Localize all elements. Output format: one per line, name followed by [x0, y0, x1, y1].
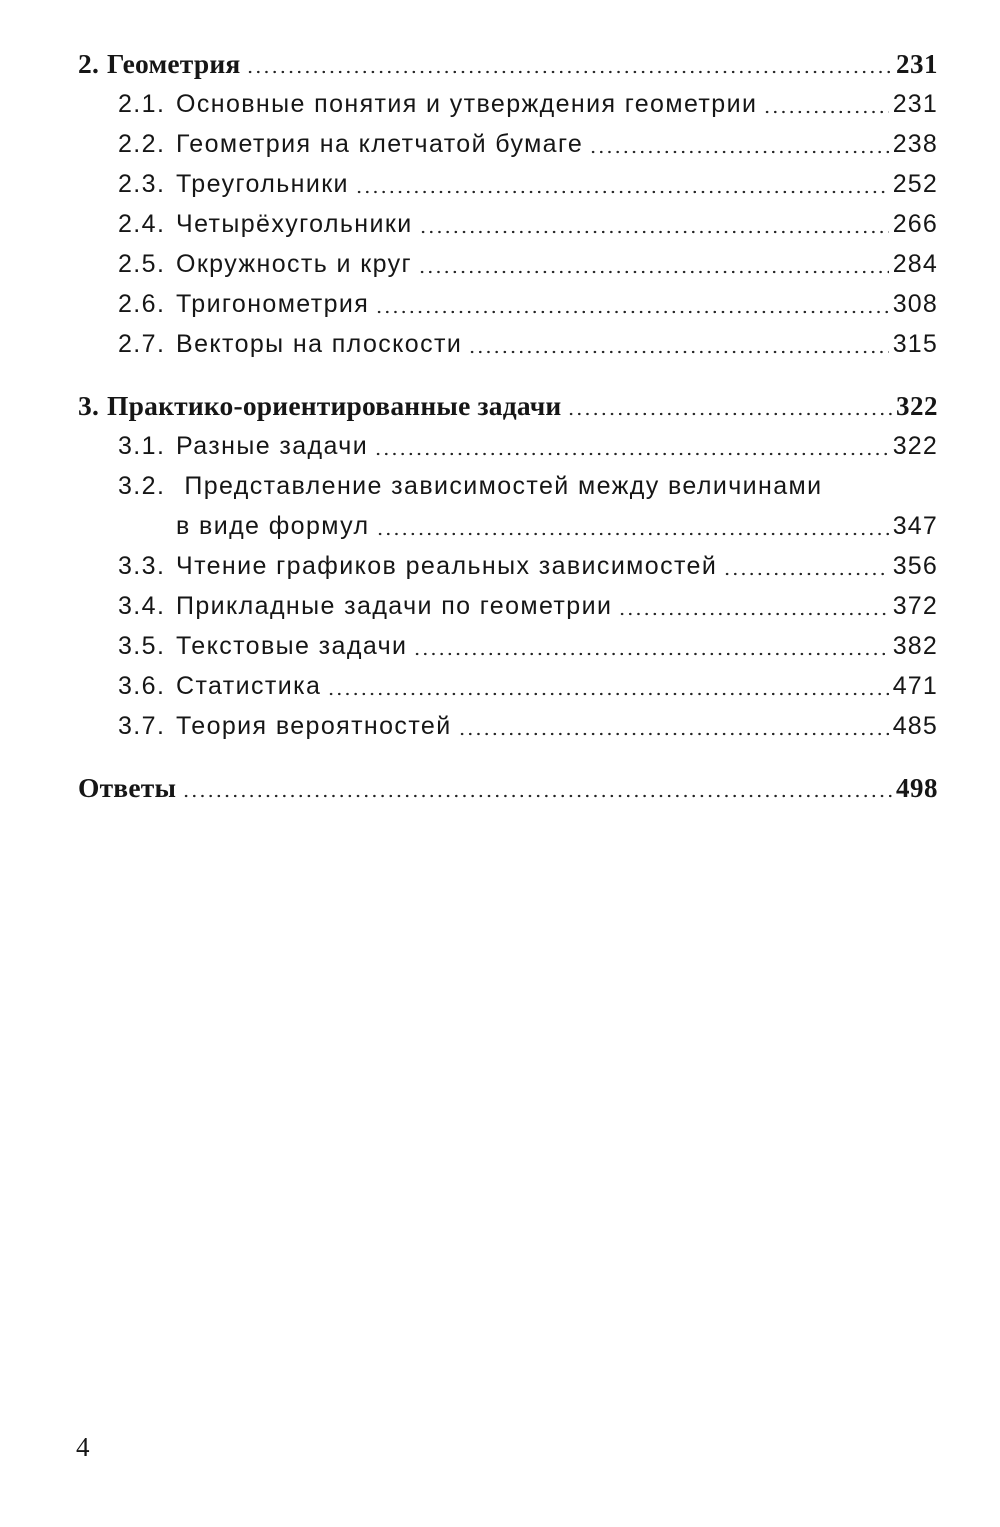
- toc-page-number: 315: [892, 330, 938, 358]
- toc-leader-dots: [374, 432, 889, 460]
- toc-leader-dots: [468, 330, 888, 358]
- toc-item-title: Треугольники: [176, 170, 349, 198]
- toc-page-number: 471: [892, 672, 938, 700]
- toc-item-2-6[interactable]: [78, 284, 938, 324]
- toc-item-3-2[interactable]: [78, 466, 938, 546]
- toc-item-number: 2.1.: [118, 90, 166, 118]
- toc-section-number: 3.: [78, 390, 100, 421]
- toc-item-number: 3.2.: [118, 472, 166, 500]
- toc-page-number: 347: [892, 512, 938, 540]
- toc-item-number: 2.6.: [118, 290, 166, 318]
- toc-item-3-4[interactable]: [78, 586, 938, 626]
- toc-page-number: 231: [892, 90, 938, 118]
- toc-item-title: Векторы на плоскости: [176, 330, 463, 358]
- toc-page-number: 231: [896, 49, 938, 79]
- toc-section-title: Практико-ориентированные задачи: [107, 390, 562, 421]
- toc-leader-dots: [763, 90, 888, 118]
- toc-item-3-6[interactable]: [78, 666, 938, 706]
- toc-answers-title: Ответы: [78, 772, 177, 803]
- toc-section-2[interactable]: [78, 44, 938, 84]
- toc-item-number: 2.7.: [118, 330, 166, 358]
- toc-item-2-5[interactable]: [78, 244, 938, 284]
- toc-leader-dots: [589, 130, 888, 158]
- toc-item-2-7[interactable]: [78, 324, 938, 364]
- toc-item-number: 2.2.: [118, 130, 166, 158]
- toc-page-number: 238: [892, 130, 938, 158]
- toc-item-title: Чтение графиков реальных зависимостей: [176, 552, 718, 580]
- toc-item-number: 3.1.: [118, 432, 166, 460]
- toc-page-number: 284: [892, 250, 938, 278]
- toc-item-number: 3.4.: [118, 592, 166, 620]
- toc-page-number: 485: [892, 712, 938, 740]
- toc-item-2-4[interactable]: [78, 204, 938, 244]
- toc-item-title: Текстовые задачи: [176, 632, 408, 660]
- toc-item-title: Четырёхугольники: [176, 210, 413, 238]
- toc-item-3-3[interactable]: [78, 546, 938, 586]
- toc-page-number: 498: [896, 773, 938, 803]
- toc-page-number: 308: [892, 290, 938, 318]
- toc-page-number: 356: [892, 552, 938, 580]
- toc-item-number: 3.6.: [118, 672, 166, 700]
- toc-item-title: Разные задачи: [176, 432, 369, 460]
- toc-page-number: 372: [892, 592, 938, 620]
- toc-leader-dots: [376, 512, 889, 540]
- toc-item-title-continuation: в виде формул: [176, 512, 370, 540]
- toc-leader-dots: [567, 392, 892, 420]
- toc-leader-dots: [355, 170, 889, 198]
- toc-item-title: Основные понятия и утверждения геометрии: [176, 90, 758, 118]
- toc-page-number: 382: [892, 632, 938, 660]
- toc-leader-dots: [375, 290, 888, 318]
- toc-item-title: Теория вероятностей: [176, 712, 452, 740]
- toc-item-number: 3.5.: [118, 632, 166, 660]
- toc-answers[interactable]: [78, 768, 938, 808]
- toc-section-number: 2.: [78, 48, 100, 79]
- toc-item-title: Прикладные задачи по геометрии: [176, 592, 613, 620]
- toc-page-number: 322: [892, 432, 938, 460]
- toc-item-number: 3.7.: [118, 712, 166, 740]
- toc-page-number: 252: [892, 170, 938, 198]
- toc-item-title: Окружность и круг: [176, 250, 413, 278]
- toc-item-title: Статистика: [176, 672, 322, 700]
- toc-item-number: 2.3.: [118, 170, 166, 198]
- toc-item-3-5[interactable]: [78, 626, 938, 666]
- toc-leader-dots: [419, 210, 889, 238]
- toc-leader-dots: [618, 592, 888, 620]
- toc-leader-dots: [246, 50, 892, 78]
- toc-item-number: 2.5.: [118, 250, 166, 278]
- toc-leader-dots: [327, 672, 888, 700]
- toc-item-number: 3.3.: [118, 552, 166, 580]
- page-number: 4: [76, 1432, 90, 1462]
- toc-item-3-1[interactable]: [78, 426, 938, 466]
- toc-leader-dots: [458, 712, 889, 740]
- toc-item-title: Представление зависимостей между величинами: [184, 472, 823, 500]
- toc-item-title: Геометрия на клетчатой бумаге: [176, 130, 584, 158]
- toc-item-2-1[interactable]: [78, 84, 938, 124]
- toc-item-title: Тригонометрия: [176, 290, 370, 318]
- toc-section-title: Геометрия: [107, 48, 241, 79]
- table-of-contents: [78, 44, 938, 808]
- toc-page-number: 322: [896, 391, 938, 421]
- toc-section-3[interactable]: [78, 386, 938, 426]
- toc-item-2-2[interactable]: [78, 124, 938, 164]
- toc-item-3-7[interactable]: [78, 706, 938, 746]
- toc-leader-dots: [418, 250, 889, 278]
- toc-page-number: 266: [892, 210, 938, 238]
- toc-leader-dots: [413, 632, 888, 660]
- toc-item-number: 2.4.: [118, 210, 166, 238]
- toc-leader-dots: [182, 774, 892, 802]
- toc-leader-dots: [723, 552, 888, 580]
- toc-item-2-3[interactable]: [78, 164, 938, 204]
